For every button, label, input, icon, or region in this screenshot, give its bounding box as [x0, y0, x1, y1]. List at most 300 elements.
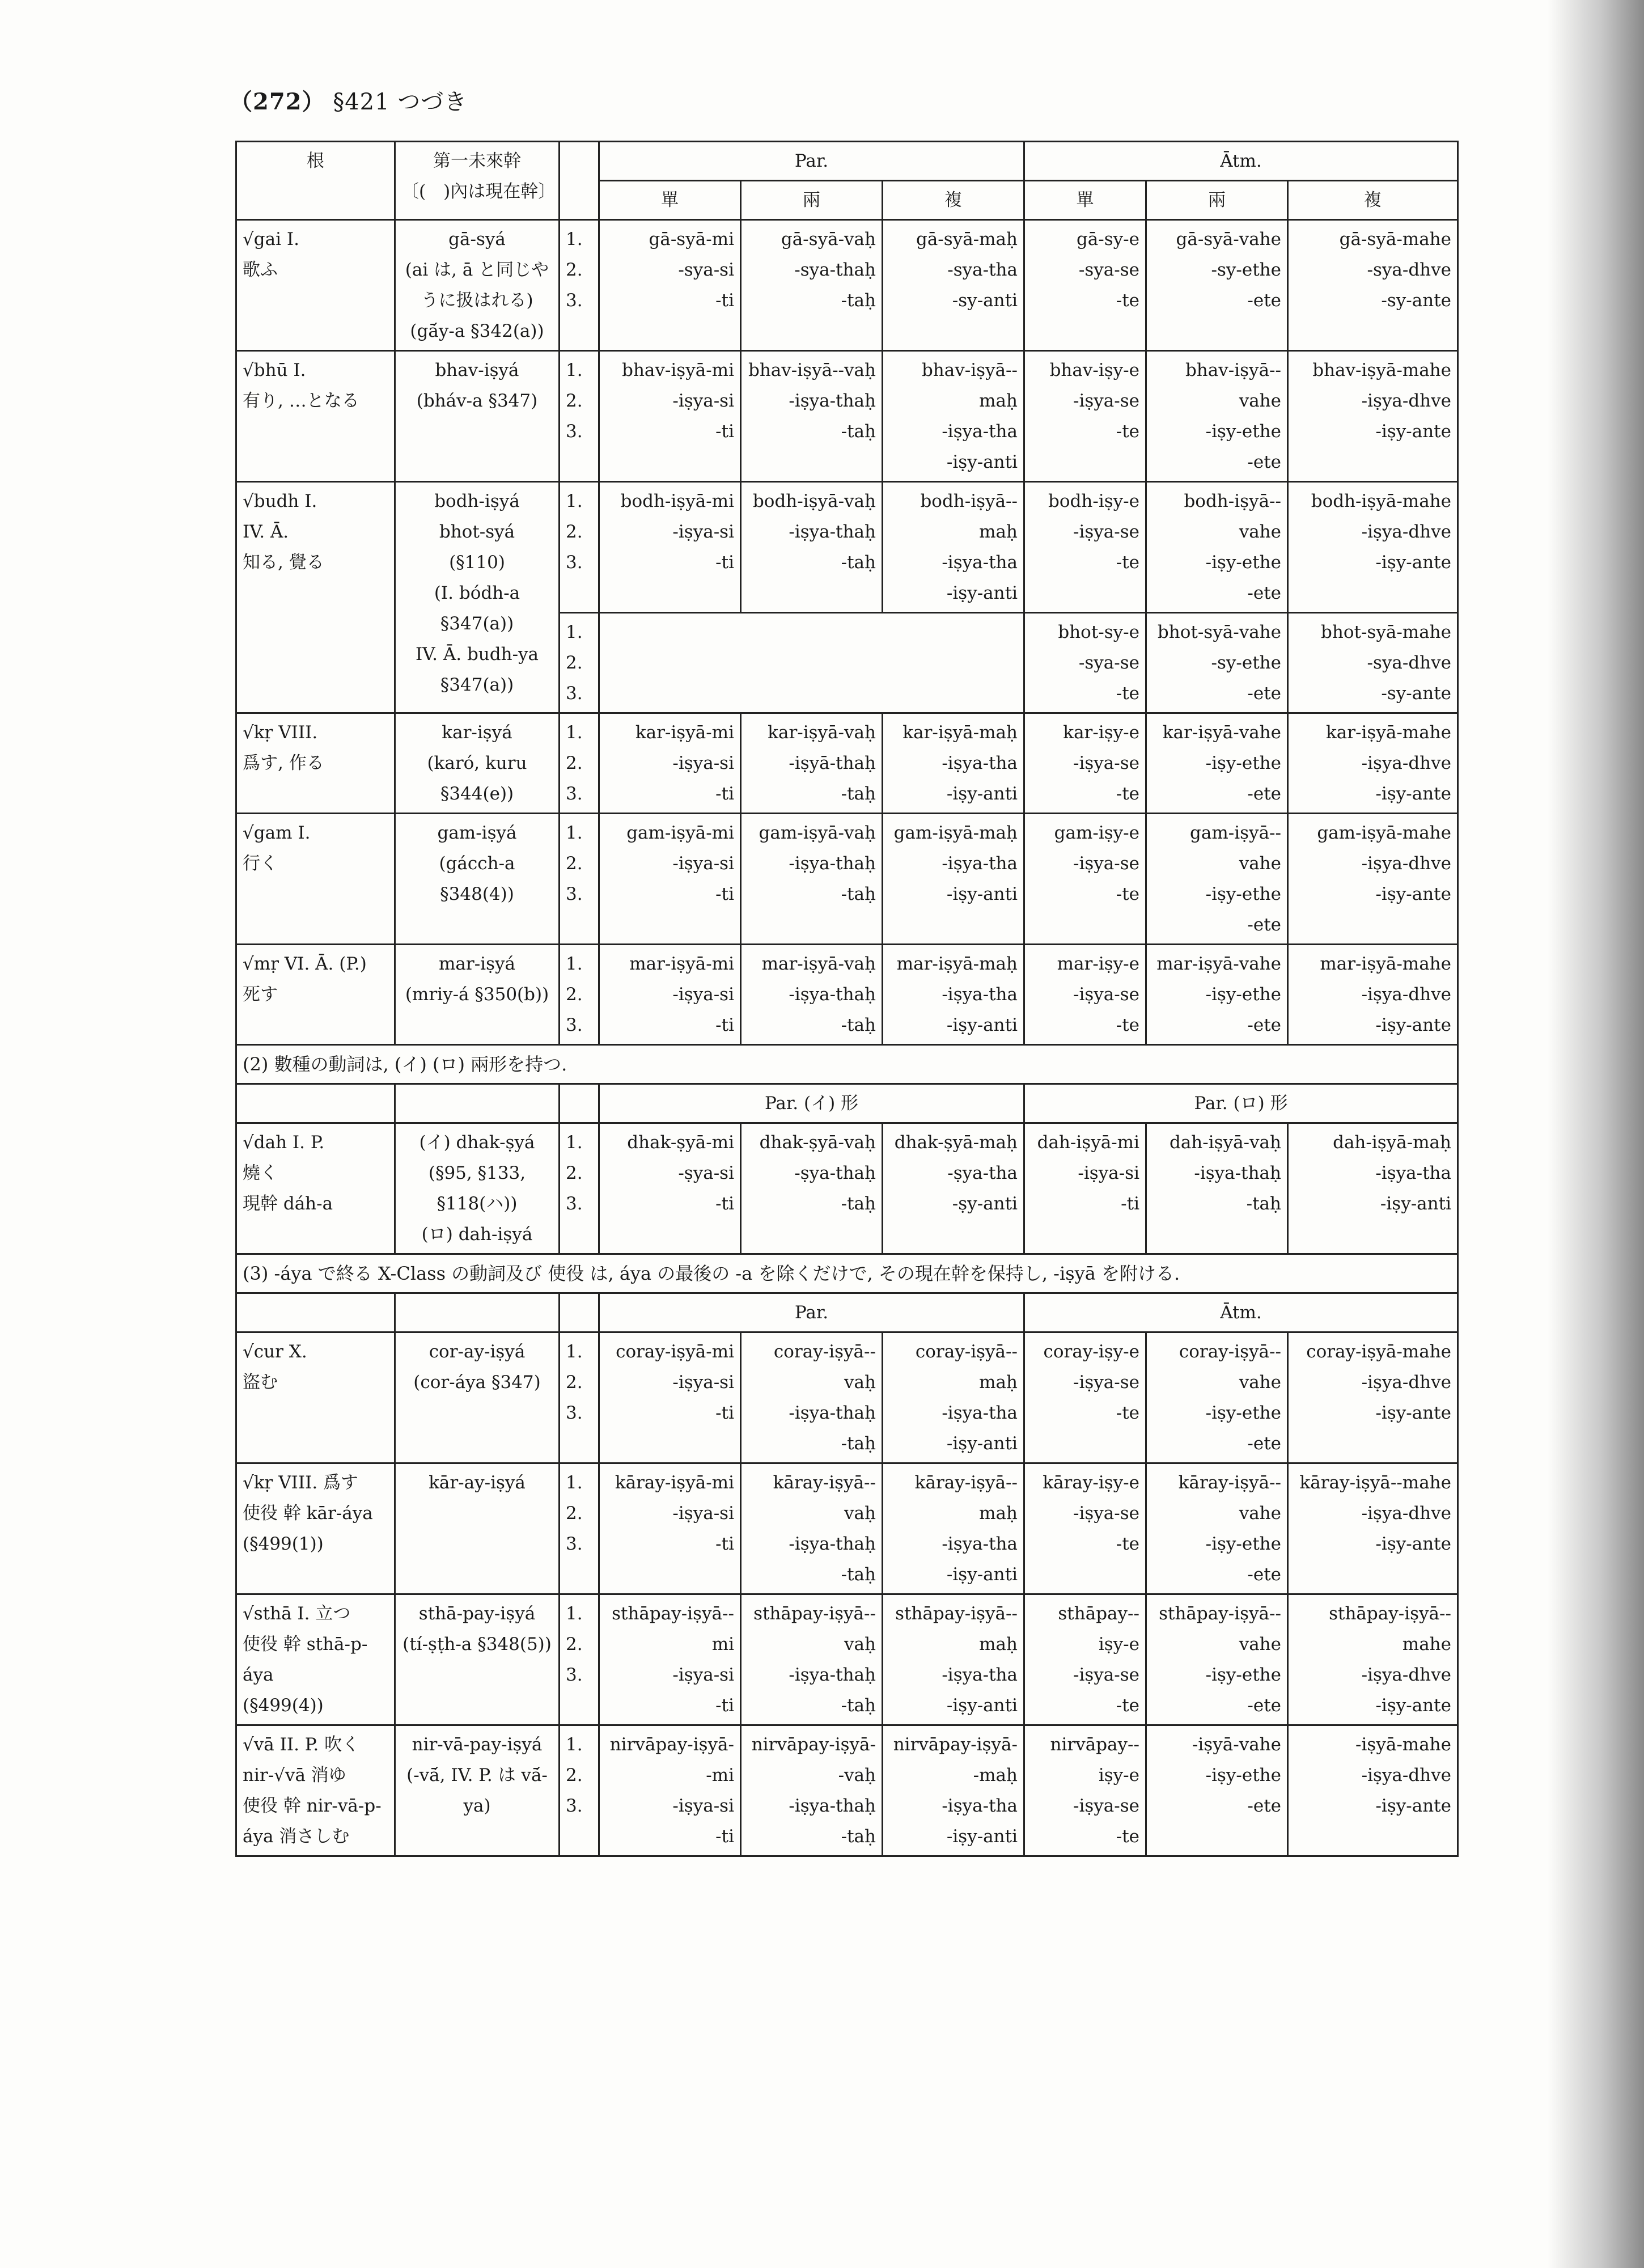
- form-cell-line: mar-iṣyā-maḥ: [896, 954, 1018, 974]
- page-edge-shadow: [1548, 0, 1644, 2268]
- person-numbers-line: 2.: [566, 753, 583, 773]
- person-numbers-line: 1.: [566, 229, 583, 249]
- person-numbers-line: 1.: [566, 622, 583, 642]
- person-numbers: [560, 1332, 599, 1463]
- header-number-du: 兩: [741, 181, 883, 220]
- form-cell: [1288, 713, 1458, 814]
- root-cell-line: √gai I.: [243, 229, 299, 249]
- form-cell-line: -taḥ: [841, 1194, 876, 1214]
- form-cell-line: -iṣya-tha: [942, 421, 1018, 442]
- form-cell-line: -ete: [1247, 1015, 1281, 1035]
- form-cell-line: -iṣya-si: [672, 1665, 734, 1685]
- form-cell-line: -ete: [1247, 784, 1281, 804]
- form-cell-line: -iṣya-se: [1073, 391, 1139, 411]
- form-cell-line: -taḥ: [841, 421, 876, 442]
- stem-cell-line: (bháv-a §347): [416, 391, 538, 411]
- form-cell: [741, 351, 883, 482]
- form-cell: [599, 482, 741, 613]
- form-cell-line: -iṣya-se: [1073, 1796, 1139, 1816]
- form-cell-line: -te: [1116, 552, 1139, 573]
- form-cell: [599, 814, 741, 945]
- form-cell-line: dhak-ṣyā-vaḥ: [759, 1132, 876, 1153]
- header-number-pl: 複: [883, 181, 1024, 220]
- root-cell-line: 使役 幹 nir-vā-p-áya 消さしむ: [243, 1796, 382, 1847]
- root-cell-line: 知る, 覺る: [243, 552, 324, 573]
- header-par: Par.: [599, 1293, 1024, 1332]
- form-cell: [1024, 814, 1146, 945]
- form-cell: [1024, 220, 1146, 351]
- empty-par-cell: [599, 613, 1024, 713]
- form-cell-line: coray-iṣyā--vaḥ: [773, 1342, 876, 1393]
- person-numbers-line: 3.: [566, 421, 583, 442]
- form-cell-line: -iṣy-anti: [946, 884, 1018, 904]
- form-cell-line: -iṣya-si: [672, 853, 734, 874]
- root-cell-line: √bhū I.: [243, 360, 306, 380]
- person-numbers-line: 1.: [566, 1734, 583, 1755]
- stem-cell-line: (gā́y-a §342(a)): [410, 321, 544, 341]
- form-cell-line: -iṣya-tha: [942, 1796, 1018, 1816]
- stem-cell: [395, 1123, 560, 1254]
- stem-cell: [395, 1463, 560, 1594]
- form-cell-line: -iṣya-si: [1078, 1163, 1139, 1183]
- person-numbers-line: 2.: [566, 653, 583, 673]
- form-cell-line: -iṣya-si: [672, 1372, 734, 1393]
- person-numbers-line: 3.: [566, 884, 583, 904]
- stem-cell-line: (ロ) dah-iṣyá: [421, 1224, 533, 1245]
- stem-cell-line: nir-vā-pay-iṣyá: [412, 1734, 543, 1755]
- note-2: (2) 數種の動詞は, (イ) (ロ) 兩形を持つ.: [236, 1045, 1458, 1084]
- form-cell-line: -iṣy-anti: [946, 1826, 1018, 1847]
- form-cell: [1024, 613, 1146, 713]
- form-cell-line: -ti: [715, 784, 734, 804]
- form-cell-line: -ti: [715, 421, 734, 442]
- form-cell-line: gam-iṣyā-mi: [626, 823, 734, 843]
- form-cell-line: -ti: [715, 1534, 734, 1554]
- form-cell-line: dah-iṣyā-mi: [1037, 1132, 1139, 1153]
- form-cell-line: kāray-iṣy-e: [1043, 1472, 1139, 1493]
- form-cell: [883, 713, 1024, 814]
- form-cell: [883, 482, 1024, 613]
- form-cell-line: -iṣya-dhve: [1361, 853, 1451, 874]
- form-cell-line: nirvāpay--iṣy-e: [1050, 1734, 1139, 1785]
- form-cell: [1288, 814, 1458, 945]
- form-cell-line: mar-iṣyā-mahe: [1320, 954, 1451, 974]
- form-cell: [1146, 1594, 1288, 1725]
- form-cell-line: -sy-ante: [1381, 683, 1451, 704]
- form-cell-line: bhav-iṣyā-mahe: [1312, 360, 1451, 380]
- form-cell-line: -iṣya-dhve: [1361, 1665, 1451, 1685]
- verb-row-bhu: [236, 351, 1458, 482]
- form-cell-line: nirvāpay-iṣyā--vaḥ: [751, 1734, 876, 1785]
- form-cell-line: bhot-syā-vahe: [1157, 622, 1281, 642]
- root-cell-line: nir-√vā 消ゆ: [243, 1765, 346, 1785]
- form-cell-line: -iṣya-thaḥ: [789, 984, 876, 1005]
- stem-cell-line: gam-iṣyá: [437, 823, 517, 843]
- root-cell-line: 爲す, 作る: [243, 753, 324, 773]
- form-cell-line: dah-iṣyā-vaḥ: [1169, 1132, 1281, 1153]
- person-numbers-line: 3.: [566, 1194, 583, 1214]
- form-cell-line: bhav-iṣyā--vaḥ: [748, 360, 876, 380]
- form-cell-line: bodh-iṣyā-mi: [620, 491, 734, 511]
- subheader-row: [236, 1084, 1458, 1123]
- form-cell-line: -iṣya-tha: [942, 984, 1018, 1005]
- form-cell-line: -iṣy-ethe: [1205, 421, 1281, 442]
- form-cell: [883, 945, 1024, 1045]
- form-cell-line: -ete: [1247, 452, 1281, 472]
- stem-cell-line: (ai は, ā と同じやうに扱はれる): [405, 260, 549, 311]
- verb-row-cur: [236, 1332, 1458, 1463]
- form-cell-line: -ṣy-anti: [952, 1194, 1018, 1214]
- form-cell-line: kar-iṣyā-vahe: [1162, 722, 1281, 743]
- blank-cell: [560, 1084, 599, 1123]
- form-cell-line: -taḥ: [841, 1826, 876, 1847]
- person-numbers-line: 3.: [566, 1403, 583, 1423]
- form-cell: [1024, 351, 1146, 482]
- form-cell-line: -iṣy-ante: [1375, 1796, 1451, 1816]
- form-cell-line: -iṣya-se: [1073, 853, 1139, 874]
- form-cell: [1024, 1332, 1146, 1463]
- form-cell: [599, 1332, 741, 1463]
- form-cell-line: bhav-iṣyā--maḥ: [921, 360, 1018, 411]
- root-cell-line: 盜む: [243, 1372, 278, 1393]
- header-par: Par.: [599, 142, 1024, 181]
- form-cell-line: mar-iṣyā-vaḥ: [761, 954, 876, 974]
- form-cell-line: -sya-se: [1078, 653, 1139, 673]
- root-cell-line: √kṛ VIII.: [243, 722, 318, 743]
- form-cell: [599, 713, 741, 814]
- root-cell: [236, 220, 395, 351]
- root-cell-line: √dah I. P.: [243, 1132, 325, 1153]
- form-cell-line: nirvāpay-iṣyā--mi: [609, 1734, 734, 1785]
- form-cell-line: -iṣy-ante: [1375, 552, 1451, 573]
- conjugation-table: [235, 141, 1459, 1857]
- form-cell: [883, 1594, 1024, 1725]
- person-numbers-line: 1.: [566, 1603, 583, 1624]
- form-cell-line: sthāpay-iṣyā--mi: [612, 1603, 734, 1655]
- form-cell-line: -sya-dhve: [1367, 260, 1451, 280]
- form-cell: [741, 1725, 883, 1856]
- form-cell-line: gam-iṣy-e: [1054, 823, 1139, 843]
- form-cell-line: bhav-iṣy-e: [1049, 360, 1139, 380]
- form-cell-line: -te: [1116, 683, 1139, 704]
- verb-row-va: [236, 1725, 1458, 1856]
- stem-cell: [395, 482, 560, 713]
- stem-cell: [395, 1594, 560, 1725]
- form-cell: [741, 1594, 883, 1725]
- form-cell-line: kāray-iṣyā--mahe: [1299, 1472, 1451, 1493]
- person-numbers-line: 2.: [566, 522, 583, 542]
- form-cell-line: -iṣya-thaḥ: [789, 1796, 876, 1816]
- form-cell-line: gā-syā-mahe: [1339, 229, 1451, 249]
- stem-cell-line: (§95, §133, §118(ハ)): [428, 1163, 526, 1214]
- subheader-row: [236, 1293, 1458, 1332]
- stem-cell-line: (gácch-a §348(4)): [439, 853, 515, 904]
- stem-cell-line: IV. Ā. budh-ya §347(a)): [415, 644, 539, 695]
- form-cell-line: -iṣy-anti: [946, 1564, 1018, 1585]
- form-cell-line: nirvāpay-iṣyā--maḥ: [893, 1734, 1018, 1785]
- form-cell: [1024, 1463, 1146, 1594]
- person-numbers: [560, 351, 599, 482]
- form-cell-line: -iṣya-dhve: [1361, 522, 1451, 542]
- form-cell: [599, 1463, 741, 1594]
- form-cell-line: gā-syā-vahe: [1176, 229, 1281, 249]
- form-cell: [741, 945, 883, 1045]
- form-cell-line: coray-iṣy-e: [1043, 1342, 1139, 1362]
- form-cell-line: -te: [1116, 1826, 1139, 1847]
- form-cell-line: -iṣya-tha: [942, 1403, 1018, 1423]
- form-cell-line: -taḥ: [841, 784, 876, 804]
- page-number: （272）: [230, 88, 325, 115]
- form-cell-line: kāray-iṣyā--vahe: [1178, 1472, 1281, 1524]
- person-numbers-line: 2.: [566, 391, 583, 411]
- form-cell-line: -iṣya-thaḥ: [789, 853, 876, 874]
- stem-cell-line: (cor-áya §347): [413, 1372, 541, 1393]
- form-cell: [1146, 945, 1288, 1045]
- verb-row-budh: [236, 482, 1458, 613]
- form-cell-line: -ti: [715, 290, 734, 311]
- root-cell-line: 行く: [243, 853, 278, 874]
- form-cell-line: -iṣy-ethe: [1205, 1403, 1281, 1423]
- form-cell-line: -iṣy-ethe: [1205, 884, 1281, 904]
- form-cell-line: sthāpay-iṣyā--mahe: [1329, 1603, 1451, 1655]
- person-numbers: [560, 814, 599, 945]
- form-cell-line: -iṣy-ethe: [1205, 552, 1281, 573]
- stem-cell-line: (tí-ṣṭh-a §348(5)): [402, 1634, 552, 1655]
- form-cell-line: -iṣya-thaḥ: [1194, 1163, 1281, 1183]
- header-number-sg: 單: [599, 181, 741, 220]
- form-cell-line: -iṣy-ante: [1375, 421, 1451, 442]
- form-cell-line: -iṣya-si: [672, 984, 734, 1005]
- form-cell-line: kar-iṣyā-maḥ: [902, 722, 1018, 743]
- form-cell-line: -ti: [715, 884, 734, 904]
- verb-row-kr: [236, 713, 1458, 814]
- root-cell-line: 死す: [243, 984, 278, 1005]
- person-numbers-line: 2.: [566, 260, 583, 280]
- person-numbers: [560, 1725, 599, 1856]
- form-cell-line: kar-iṣyā-mahe: [1325, 722, 1451, 743]
- verb-row-dah: [236, 1123, 1458, 1254]
- form-cell-line: sthāpay--iṣy-e: [1058, 1603, 1139, 1655]
- form-cell-line: -iṣy-ethe: [1205, 984, 1281, 1005]
- form-cell-line: -iṣya-si: [672, 753, 734, 773]
- form-cell-line: -iṣy-anti: [946, 1433, 1018, 1454]
- root-cell-line: IV. Ā.: [243, 522, 289, 542]
- root-cell: [236, 482, 395, 713]
- form-cell-line: -iṣya-se: [1073, 984, 1139, 1005]
- form-cell-line: -iṣya-se: [1073, 1503, 1139, 1524]
- root-cell-line: 現幹 dáh-a: [243, 1194, 333, 1214]
- form-cell-line: -iṣya-si: [672, 1503, 734, 1524]
- header-par-i: Par. (イ) 形: [599, 1084, 1024, 1123]
- form-cell: [1288, 1123, 1458, 1254]
- form-cell: [883, 1123, 1024, 1254]
- root-cell-line: √kṛ VIII. 爲す: [243, 1472, 359, 1493]
- form-cell-line: -iṣya-si: [672, 522, 734, 542]
- form-cell-line: -iṣya-tha: [942, 552, 1018, 573]
- header-atm: Ātm.: [1024, 1293, 1458, 1332]
- stem-cell-line: (§110): [449, 552, 505, 573]
- person-numbers: [560, 1463, 599, 1594]
- form-cell-line: -ti: [715, 1403, 734, 1423]
- form-cell-line: -iṣya-tha: [942, 1534, 1018, 1554]
- form-cell-line: -iṣya-tha: [1375, 1163, 1451, 1183]
- form-cell-line: kāray-iṣyā-mi: [615, 1472, 734, 1493]
- form-cell-line: -iṣy-anti: [1380, 1194, 1451, 1214]
- blank-cell: [236, 1293, 395, 1332]
- form-cell-line: gam-iṣyā-maḥ: [893, 823, 1018, 843]
- form-cell: [599, 351, 741, 482]
- note-row: [236, 1045, 1458, 1084]
- header-par-ro: Par. (ロ) 形: [1024, 1084, 1458, 1123]
- person-numbers-line: 1.: [566, 491, 583, 511]
- form-cell-line: -iṣya-tha: [942, 753, 1018, 773]
- form-cell: [1288, 1594, 1458, 1725]
- form-cell-line: -taḥ: [841, 290, 876, 311]
- header-root: 根: [236, 142, 395, 220]
- stem-cell-line: (イ) dhak-ṣyá: [419, 1132, 535, 1153]
- header-number-pl: 複: [1288, 181, 1458, 220]
- form-cell-line: dhak-ṣyā-mi: [627, 1132, 734, 1153]
- form-cell: [1146, 1123, 1288, 1254]
- person-numbers-line: 3.: [566, 290, 583, 311]
- form-cell-line: bodh-iṣyā--vahe: [1184, 491, 1281, 542]
- form-cell-line: -ete: [1247, 290, 1281, 311]
- form-cell-line: coray-iṣyā-mahe: [1306, 1342, 1451, 1362]
- person-numbers-line: 2.: [566, 1372, 583, 1393]
- form-cell: [1024, 1725, 1146, 1856]
- form-cell-line: -iṣya-thaḥ: [789, 1403, 876, 1423]
- form-cell-line: -ti: [715, 1194, 734, 1214]
- form-cell-line: -iṣya-dhve: [1361, 753, 1451, 773]
- form-cell-line: coray-iṣyā-mi: [616, 1342, 734, 1362]
- form-cell: [741, 220, 883, 351]
- form-cell-line: -iṣya-dhve: [1361, 1765, 1451, 1785]
- form-cell-line: -iṣy-ante: [1375, 1015, 1451, 1035]
- person-numbers-line: 2.: [566, 1503, 583, 1524]
- form-cell: [599, 1594, 741, 1725]
- form-cell-line: bodh-iṣyā-vaḥ: [752, 491, 876, 511]
- blank-cell: [236, 1084, 395, 1123]
- root-cell: [236, 1332, 395, 1463]
- form-cell-line: -sy-ethe: [1211, 653, 1281, 673]
- form-cell-line: -taḥ: [841, 1695, 876, 1716]
- form-cell-line: -iṣy-ethe: [1205, 753, 1281, 773]
- form-cell-line: -iṣya-dhve: [1361, 1372, 1451, 1393]
- form-cell: [741, 482, 883, 613]
- form-cell-line: -iṣya-tha: [942, 853, 1018, 874]
- form-cell-line: -iṣy-ethe: [1205, 1534, 1281, 1554]
- form-cell-line: -iṣy-anti: [946, 452, 1018, 472]
- form-cell-line: mar-iṣy-e: [1057, 954, 1139, 974]
- stem-cell-line: kar-iṣyá: [442, 722, 512, 743]
- form-cell: [883, 351, 1024, 482]
- form-cell-line: -iṣya-se: [1073, 753, 1139, 773]
- form-cell-line: -ṣya-thaḥ: [794, 1163, 876, 1183]
- person-numbers-line: 1.: [566, 1342, 583, 1362]
- form-cell-line: -sy-anti: [952, 290, 1018, 311]
- form-cell-line: bodh-iṣyā-mahe: [1311, 491, 1451, 511]
- person-numbers-line: 3.: [566, 1015, 583, 1035]
- form-cell: [1146, 613, 1288, 713]
- root-cell: [236, 945, 395, 1045]
- person-numbers: [560, 713, 599, 814]
- form-cell: [741, 1463, 883, 1594]
- form-cell-line: -ṣya-si: [678, 1163, 734, 1183]
- stem-cell: [395, 814, 560, 945]
- form-cell: [883, 814, 1024, 945]
- form-cell-line: kar-iṣyā-vaḥ: [768, 722, 876, 743]
- form-cell: [1288, 1463, 1458, 1594]
- form-cell-line: sthāpay-iṣyā--maḥ: [895, 1603, 1018, 1655]
- root-cell: [236, 713, 395, 814]
- form-cell: [599, 220, 741, 351]
- form-cell-line: -sya-tha: [947, 260, 1018, 280]
- root-cell-line: 使役 幹 kār-áya: [243, 1503, 373, 1524]
- form-cell-line: -sya-dhve: [1367, 653, 1451, 673]
- form-cell: [1146, 220, 1288, 351]
- form-cell: [883, 1463, 1024, 1594]
- root-cell: [236, 1594, 395, 1725]
- form-cell-line: mar-iṣyā-vahe: [1156, 954, 1281, 974]
- stem-cell-line: mar-iṣyá: [439, 954, 515, 974]
- person-numbers-line: 3.: [566, 784, 583, 804]
- root-cell: [236, 814, 395, 945]
- form-cell-line: coray-iṣyā--vahe: [1179, 1342, 1281, 1393]
- form-cell-line: -ṣya-tha: [947, 1163, 1018, 1183]
- form-cell-line: -iṣya-si: [672, 391, 734, 411]
- form-cell-line: -taḥ: [841, 884, 876, 904]
- form-cell-line: -ete: [1247, 1433, 1281, 1454]
- form-cell: [741, 1123, 883, 1254]
- form-cell-line: sthāpay-iṣyā--vaḥ: [753, 1603, 876, 1655]
- root-cell-line: √sthā I. 立つ: [243, 1603, 351, 1624]
- stem-cell-line: sthā-pay-iṣyá: [418, 1603, 536, 1624]
- form-cell-line: -ete: [1247, 1796, 1281, 1816]
- form-cell-line: -iṣy-anti: [946, 784, 1018, 804]
- form-cell-line: -sya-thaḥ: [794, 260, 876, 280]
- header-blank: [560, 142, 599, 220]
- form-cell-line: gam-iṣyā-vaḥ: [759, 823, 876, 843]
- section-title: §421 つづき: [333, 89, 468, 115]
- form-cell-line: gā-syā-mi: [649, 229, 734, 249]
- stem-cell: [395, 1725, 560, 1856]
- header-row: [236, 142, 1458, 181]
- header-number-du: 兩: [1146, 181, 1288, 220]
- form-cell-line: bodh-iṣy-e: [1048, 491, 1139, 511]
- stem-cell-line: cor-ay-iṣyá: [429, 1342, 526, 1362]
- root-cell-line: (§499(1)): [243, 1534, 324, 1554]
- form-cell-line: -ti: [715, 1826, 734, 1847]
- form-cell-line: coray-iṣyā--maḥ: [915, 1342, 1018, 1393]
- form-cell-line: -te: [1116, 1015, 1139, 1035]
- form-cell-line: -ti: [715, 552, 734, 573]
- person-numbers-line: 1.: [566, 722, 583, 743]
- form-cell-line: -iṣy-ante: [1375, 1695, 1451, 1716]
- form-cell-line: -iṣya-dhve: [1361, 984, 1451, 1005]
- form-cell-line: mar-iṣyā-mi: [629, 954, 734, 974]
- form-cell: [1146, 713, 1288, 814]
- root-cell-line: √mṛ VI. Ā. (P.): [243, 954, 367, 974]
- person-numbers-line: 1.: [566, 954, 583, 974]
- verb-row-gai: [236, 220, 1458, 351]
- form-cell: [883, 1332, 1024, 1463]
- form-cell-line: gam-iṣyā-mahe: [1317, 823, 1451, 843]
- verb-row-kar: [236, 1463, 1458, 1594]
- root-cell-line: 燒く: [243, 1163, 278, 1183]
- header-future-stem: [395, 142, 560, 220]
- form-cell-line: gam-iṣyā--vahe: [1190, 823, 1281, 874]
- form-cell-line: -sy-ante: [1381, 290, 1451, 311]
